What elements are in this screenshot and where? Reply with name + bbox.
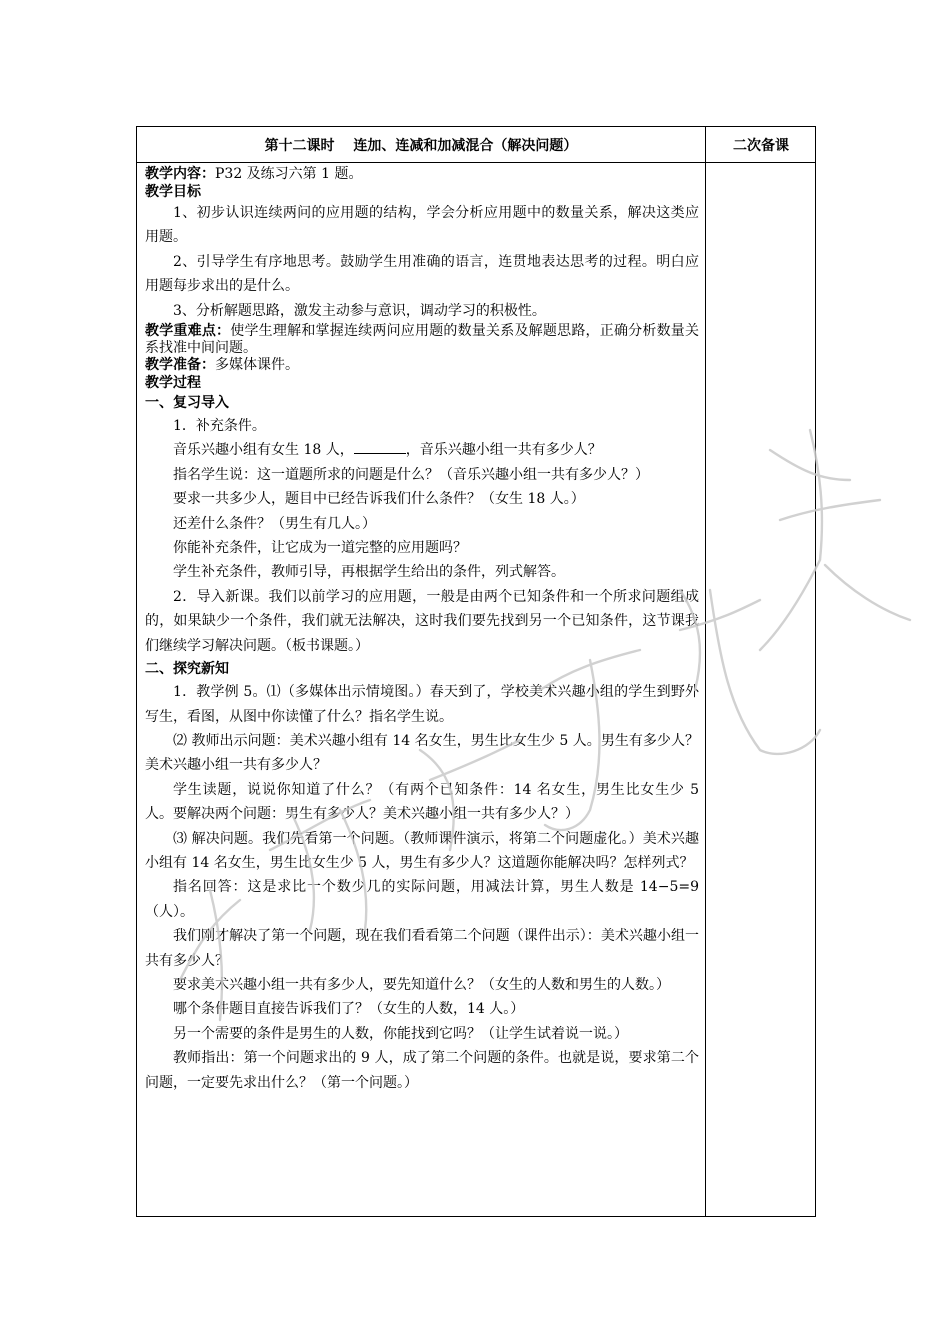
section-2-heading: 二、探究新知 <box>145 661 229 678</box>
teaching-content-text: P32 及练习六第 1 题。 <box>215 166 363 182</box>
second-prep-header: 二次备课 <box>733 137 789 154</box>
review-problem-a: 音乐兴趣小组有女生 18 人， <box>173 442 354 459</box>
column-divider <box>705 127 706 1216</box>
review-problem <box>145 438 699 462</box>
known-condition: 哪个条件题目直接告诉我们了？（女生的人数，14 人。） <box>173 1001 525 1018</box>
solve-step: ⑶ 解决问题。我们先看第一个问题。（教师课件演示，将第二个问题虚化。）美术兴趣小组有 14 名女生，男生比女生少 5 人，男生有多少人？这道题你能解决吗？怎样列式？ <box>145 830 699 871</box>
teacher-note: 教师指出：第一个问题求出的 9 人，成了第二个问题的条件。也就是说，要求第二个问题，一定要先求出什么？（第一个问题。） <box>145 1050 699 1091</box>
second-question: 我们刚才解决了第一个问题，现在我们看看第二个问题（课件出示）：美术兴趣小组一共有多少人？ <box>145 928 699 969</box>
review-q3: 还差什么条件？（男生有几人。） <box>173 515 376 532</box>
lesson-title: 第十二课时 连加、连减和加减混合（解决问题） <box>264 137 578 154</box>
student-reading: 学生读题，说说你知道了什么？（有两个已知条件：14 名女生，男生比女生少 5 人。要解决两个问题：男生有多少人？美术兴趣小组一共有多少人？） <box>145 781 699 823</box>
review-step-1: 1．补充条件。 <box>173 418 266 435</box>
key-points <box>145 323 699 357</box>
goal-2: 2、引导学生有序地思考。鼓励学生用准确的语言，连贯地表达思考的过程。明白应用题每步求出的是什么。 <box>145 253 699 295</box>
example-question: ⑵ 教师出示问题：美术兴趣小组有 14 名女生，男生比女生少 5 人。男生有多少人？美术兴趣小组一共有多少人？ <box>145 732 699 774</box>
section-1-heading: 一、复习导入 <box>145 395 229 412</box>
example-5: 1．教学例 5。⑴（多媒体出示情境图。）春天到了，学校美术兴趣小组的学生到野外写生，看图，从图中你读懂了什么？指名学生说。 <box>145 684 699 725</box>
goal-3: 3、分析解题思路，激发主动参与意识，调动学习的积极性。 <box>173 302 546 319</box>
need-to-know: 要求美术兴趣小组一共有多少人，要先知道什么？（女生的人数和男生的人数。） <box>173 976 670 993</box>
preparation-label: 教学准备： <box>145 357 215 374</box>
teaching-content-label: 教学内容： <box>145 166 215 182</box>
teaching-content <box>145 165 699 183</box>
review-q1: 指名学生说：这一道题所求的问题是什么？（音乐兴趣小组一共有多少人？） <box>173 466 649 483</box>
review-q5: 学生补充条件，教师引导，再根据学生给出的条件，列式解答。 <box>173 564 565 581</box>
lesson-content <box>145 165 699 1095</box>
key-points-label: 教学重难点： <box>145 323 231 340</box>
fill-blank <box>354 439 406 454</box>
review-q2: 要求一共多少人，题目中已经告诉我们什么条件？（女生 18 人。） <box>173 491 585 508</box>
review-problem-b: ，音乐兴趣小组一共有多少人？ <box>405 442 602 459</box>
lesson-plan-table <box>136 126 816 1217</box>
preparation <box>145 357 699 374</box>
answer-1: 指名回答：这是求比一个数少几的实际问题，用减法计算，男生人数是 14−5=9（人）。 <box>145 879 699 920</box>
key-points-text: 使学生理解和掌握连续两问应用题的数量关系及解题思路，正确分析数量关系找准中间问题。 <box>145 323 700 357</box>
other-condition: 另一个需要的条件是男生的人数，你能找到它吗？（让学生试着说一说。） <box>173 1025 628 1042</box>
goal-1: 1、初步认识连续两问的应用题的结构，学会分析应用题中的数量关系，解决这类应用题。 <box>145 205 699 246</box>
header-divider <box>137 162 815 163</box>
intro-new-lesson: 2．导入新课。我们以前学习的应用题，一般是由两个已知条件和一个所求问题组成的，如果缺少一个条件，我们就无法解决，这时我们要先找到另一个已知条件，这节课我们继续学习解决问题。（板书课题。） <box>145 588 699 654</box>
goals-heading: 教学目标 <box>145 184 201 200</box>
review-q4: 你能补充条件，让它成为一道完整的应用题吗？ <box>173 540 467 557</box>
preparation-text: 多媒体课件。 <box>215 357 299 374</box>
process-heading: 教学过程 <box>145 375 201 392</box>
